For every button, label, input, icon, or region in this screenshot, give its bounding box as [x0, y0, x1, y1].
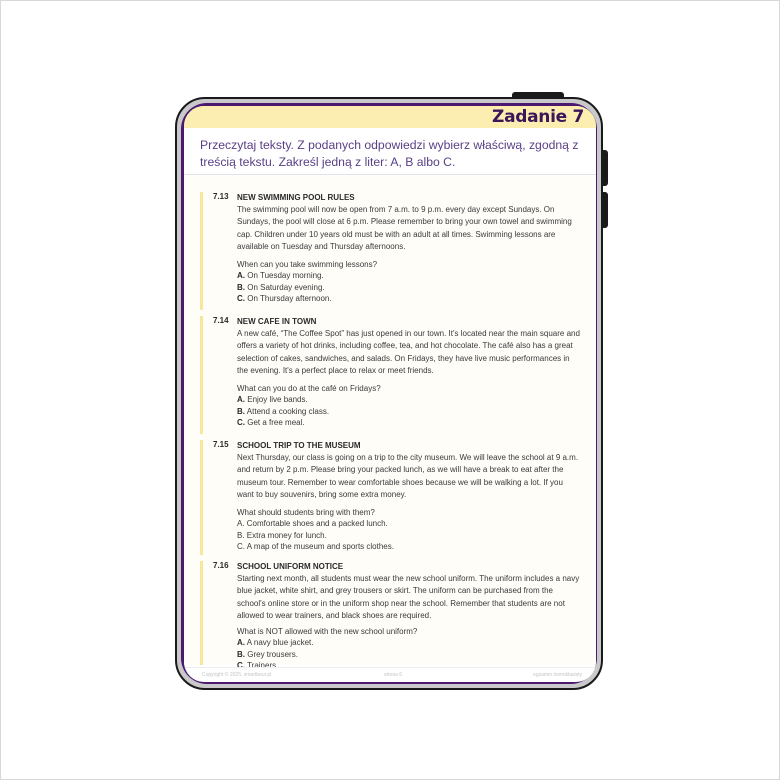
question-text: Starting next month, all students must wear the new school uniform. The uniform includes a navy blue jacket, white shirt, and grey trousers or skirt. The uniform can be purchased from the school's online store or in the uniform shop near the school. Remember that students are not allowed to wear trainers, and black shoes are required.: [237, 574, 580, 621]
question-prompt: What should students bring with them?: [237, 507, 375, 517]
question-number: 7.15: [213, 440, 229, 449]
question-prompt: What can you do at the café on Fridays?: [237, 383, 381, 393]
task-instruction: Przeczytaj teksty. Z podanych odpowiedzi wybierz właściwą, zgodną z treścią tekstu. Zakreśl jedną z liter: A, B albo C.: [200, 138, 579, 169]
question-prompt: What is NOT allowed with the new school uniform?: [237, 626, 418, 636]
question-title: NEW SWIMMING POOL RULES: [237, 193, 355, 202]
answer-option-b[interactable]: B. Grey trousers.: [237, 649, 298, 659]
answer-option-a[interactable]: A. Enjoy live bands.: [237, 395, 308, 405]
tablet-volume-down-button: [603, 192, 608, 228]
answer-option-c[interactable]: C. On Thursday afternoon.: [237, 294, 332, 304]
answer-option-a[interactable]: A. A navy blue jacket.: [237, 638, 314, 648]
question-title: NEW CAFE IN TOWN: [237, 317, 317, 326]
footer-copyright: Copyright © 2025, smartbeur.pl: [202, 672, 272, 678]
page-footer: [184, 667, 596, 682]
answer-option-c[interactable]: C. Trainers.: [237, 661, 279, 671]
answer-option-c[interactable]: C. A map of the museum and sports clothes.: [237, 542, 394, 552]
question-block: [200, 561, 580, 671]
question-prompt: When can you take swimming lessons?: [237, 259, 378, 269]
question-title: SCHOOL TRIP TO THE MUSEUM: [237, 441, 361, 450]
answer-option-c[interactable]: C. Get a free meal.: [237, 418, 305, 428]
question-text: The swimming pool will now be open from 7 a.m. to 9 p.m. every day except Sundays. On Sundays, the pool will close at 6 p.m. Please remember to bring your own towel and swimming cap. Children under 10 years old must be with an adult at all times. Swimming lessons are available on Tuesday and Thursday afternoons.: [237, 205, 572, 252]
footer-exam-name: egzamin ósmoklasisty: [533, 672, 582, 678]
question-number: 7.13: [213, 192, 229, 201]
answer-option-b[interactable]: B. Attend a cooking class.: [237, 406, 330, 416]
answer-option-b[interactable]: B. Extra money for lunch.: [237, 530, 327, 540]
question-block: [200, 440, 580, 555]
answer-option-a[interactable]: A. On Tuesday morning.: [237, 271, 324, 281]
question-block: [200, 192, 580, 310]
question-number: 7.14: [213, 316, 229, 325]
question-block: [200, 316, 580, 434]
header-band: [184, 106, 596, 128]
tablet-screen: [184, 106, 596, 682]
question-text: Next Thursday, our class is going on a trip to the city museum. We will leave the school at 9 a.m. and return by 2 p.m. Please bring your packed lunch, as we will have a break to eat after the museum tour. Remember to wear comfortable shoes because we will be walking a lot. If you want to buy souvenirs, bring some extra money.: [237, 453, 579, 500]
question-title: SCHOOL UNIFORM NOTICE: [237, 562, 344, 571]
question-number: 7.16: [213, 561, 229, 570]
questions-area: [184, 175, 596, 671]
question-text: A new café, “The Coffee Spot” has just opened in our town. It's located near the main square and offers a variety of hot drinks, including coffee, tea, and hot chocolate. The café also has a great selection of cakes, sandwiches, and salads. On Fridays, they have live music performances in the evening. It's a perfect place to relax or meet friends.: [237, 329, 580, 376]
answer-option-a[interactable]: A. Comfortable shoes and a packed lunch.: [237, 519, 388, 529]
task-title: Zadanie 7: [492, 107, 584, 127]
tablet-volume-up-button: [603, 150, 608, 186]
answer-option-b[interactable]: B. On Saturday evening.: [237, 282, 325, 292]
footer-page-number: strona 6: [384, 672, 403, 678]
